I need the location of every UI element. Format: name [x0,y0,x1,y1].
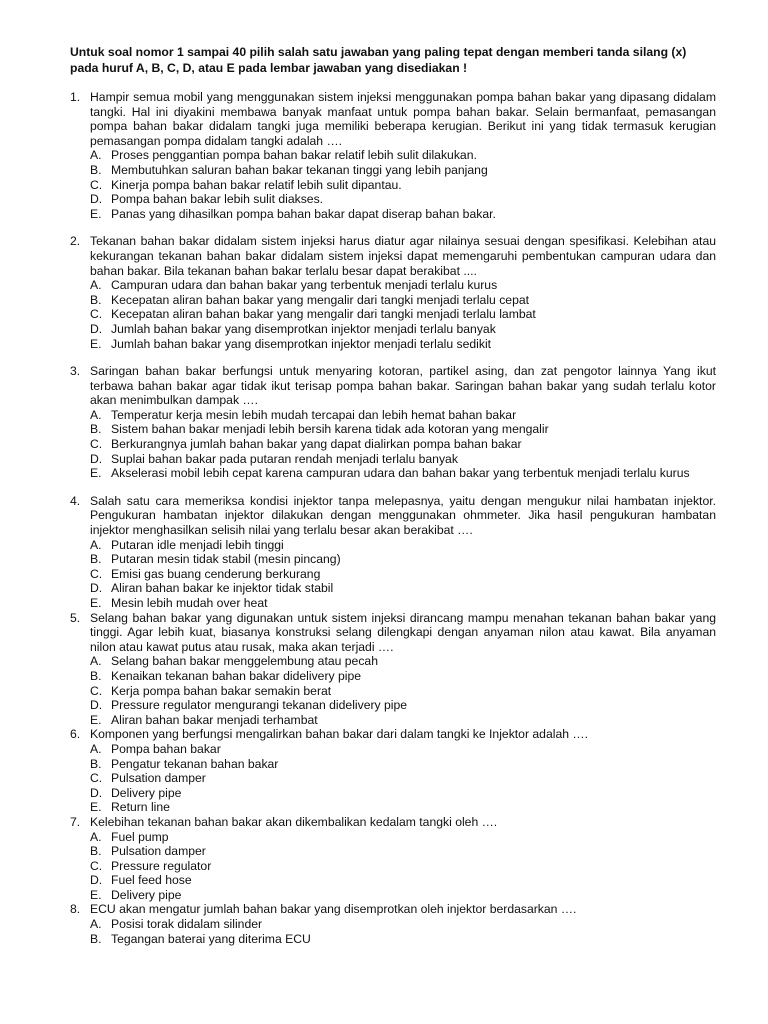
option-text: Posisi torak didalam silinder [111,917,263,932]
option-text: Temperatur kerja mesin lebih mudah tercapai dan lebih hemat bahan bakar [111,407,517,422]
option-text: Emisi gas buang cenderung berkurang [111,566,321,581]
answer-option [90,148,716,163]
answer-option [90,830,716,845]
answer-option [90,207,716,222]
answer-option [90,713,716,728]
option-text: Sistem bahan bakar menjadi lebih bersih karena tidak ada kotoran yang mengalir [111,422,549,437]
question-text: Selang bahan bakar yang digunakan untuk sistem injeksi dirancang mampu menahan tekanan bahan bakar yang tinggi. Agar lebih kuat, biasanya konstruksi selang dilengkapi dengan anyaman nilon atau kawat. Bila anyaman nilon atau kawat putus atau rusak, maka akan terjadi …. [90,610,716,654]
question-text: Salah satu cara memeriksa kondisi injektor tanpa melepasnya, yaitu dengan mengukur nilai hambatan injektor. Pengukuran hambatan injektor dilakukan dengan menggunakan ohmmeter. Jika hasil pengukuran hambatan injektor menghasilkan selisih nilai yang terlalu besar akan berakibat …. [90,493,716,538]
question-item [70,364,716,481]
option-text: Membutuhkan saluran bahan bakar tekanan tinggi yang lebih panjang [111,162,488,177]
option-text: Pressure regulator mengurangi tekanan didelivery pipe [111,698,408,713]
option-letter: E. [90,596,102,610]
question-item [70,234,716,351]
option-letter: D. [90,192,103,207]
question-text: Kelebihan tekanan bahan bakar akan dikembalikan kedalam tangki oleh …. [90,814,498,829]
option-letter: D. [90,451,103,466]
option-letter: A. [90,278,102,293]
option-text: Berkurangnya jumlah bahan bakar yang dapat dialirkan pompa bahan bakar [111,437,522,452]
option-letter: E. [90,712,102,727]
option-letter: A. [90,741,102,756]
answer-option [90,654,716,669]
option-text: Fuel pump [111,829,169,844]
option-letter: D. [90,785,103,800]
option-text: Kecepatan aliran bahan bakar yang mengalir dari tangki menjadi terlalu lambat [111,307,536,322]
answer-option [90,684,716,699]
answer-options [90,917,716,946]
question-list [70,90,716,946]
option-letter: C. [90,177,103,192]
option-text: Panas yang dihasilkan pompa bahan bakar dapat diserap bahan bakar. [111,206,496,221]
question-text: Saringan bahan bakar berfungsi untuk menyaring kotoran, partikel asing, dan zat pengotor lainnya Yang ikut terbawa bahan bakar agar tidak ikut terisap pompa bahan bakar. Saringan bahan bakar yang sudah terlalu kotor akan menimbulkan dampak …. [90,364,716,408]
option-text: Pressure regulator [111,858,212,873]
option-letter: C. [90,307,103,322]
answer-option [90,888,716,903]
answer-option [90,422,716,437]
option-letter: B. [90,552,102,567]
option-letter: B. [90,422,102,437]
answer-option [90,278,716,293]
option-letter: E. [90,887,102,902]
question-text: Hampir semua mobil yang menggunakan sistem injeksi menggunakan pompa bahan bakar yang dipasang didalam tangki. Hal ini diyakini membawa banyak manfaat untuk pompa bahan bakar. Selain bermanfaat, pemasangan pompa bahan bakar didalam tangki juga memiliki beberapa kerugian. Berikut ini yang tidak termasuk kerugian pemasangan pompa didalam tangki adalah …. [90,90,716,148]
option-letter: A. [90,537,102,552]
option-letter: B. [90,668,102,683]
question-item [70,611,716,728]
option-text: Mesin lebih mudah over heat [111,596,268,610]
question-text: Komponen yang berfungsi mengalirkan bahan bakar dari dalam tangki ke Injektor adalah …. [90,727,588,742]
answer-option [90,771,716,786]
answer-options [90,830,716,903]
answer-option [90,742,716,757]
question-text: Tekanan bahan bakar didalam sistem injeksi harus diatur agar nilainya sesuai dengan spesifikasi. Kelebihan atau kekurangan tekanan bahan bakar didalam sistem injeksi dapat memengaruhi pembentukan campuran udara dan bahan bakar. Bila tekanan bahan bakar terlalu besar dapat berakibat .... [90,234,716,278]
option-text: Proses penggantian pompa bahan bakar relatif lebih sulit dilakukan. [111,148,477,163]
option-text: Delivery pipe [111,887,182,902]
question-item [70,494,716,611]
option-letter: B. [90,292,102,307]
option-letter: E. [90,336,102,351]
exam-instruction: Untuk soal nomor 1 sampai 40 pilih salah satu jawaban yang paling tepat dengan memberi tanda silang (x) pada huruf A, B, C, D, atau E pada lembar jawaban yang disediakan ! [70,45,687,75]
question-number: 5. [70,610,81,625]
answer-option [90,466,716,481]
option-text: Pompa bahan bakar lebih sulit diakses. [111,192,324,207]
option-text: Pulsation damper [111,771,206,786]
answer-option [90,337,716,352]
question-text: ECU akan mengatur jumlah bahan bakar yang disemprotkan oleh injektor berdasarkan …. [90,902,577,917]
option-text: Aliran bahan bakar ke injektor tidak stabil [111,581,334,596]
option-text: Kenaikan tekanan bahan bakar didelivery pipe [111,668,362,683]
answer-option [90,932,716,947]
option-text: Kinerja pompa bahan bakar relatif lebih sulit dipantau. [111,177,402,192]
question-number: 3. [70,364,81,379]
option-letter: B. [90,162,102,177]
question-item [70,902,716,946]
option-letter: D. [90,698,103,713]
answer-option [90,873,716,888]
option-text: Jumlah bahan bakar yang disemprotkan injektor menjadi terlalu banyak [111,321,496,336]
question-number: 7. [70,814,81,829]
answer-option [90,192,716,207]
option-text: Jumlah bahan bakar yang disemprotkan injektor menjadi terlalu sedikit [111,336,492,351]
question-item [70,727,716,815]
option-letter: C. [90,771,103,786]
option-letter: B. [90,931,102,946]
option-letter: E. [90,800,102,815]
answer-options [90,408,716,481]
answer-option [90,844,716,859]
option-letter: E. [90,206,102,221]
answer-option [90,757,716,772]
answer-option [90,567,716,582]
option-text: Akselerasi mobil lebih cepat karena campuran udara dan bahan bakar yang terbentuk menjadi terlalu kurus [111,466,690,481]
option-text: Aliran bahan bakar menjadi terhambat [111,712,318,727]
option-letter: A. [90,148,102,163]
option-letter: D. [90,581,103,596]
option-letter: B. [90,844,102,859]
option-text: Tegangan baterai yang diterima ECU [111,931,311,946]
answer-option [90,408,716,423]
answer-option [90,698,716,713]
option-letter: D. [90,321,103,336]
option-text: Selang bahan bakar menggelembung atau pecah [111,654,378,669]
option-letter: C. [90,683,103,698]
option-text: Fuel feed hose [111,873,192,888]
option-letter: A. [90,829,102,844]
answer-option [90,293,716,308]
question-number: 6. [70,727,81,742]
option-letter: B. [90,756,102,771]
answer-option [90,552,716,567]
answer-option [90,437,716,452]
answer-option [90,538,716,553]
answer-option [90,669,716,684]
option-text: Pulsation damper [111,844,206,859]
question-number: 8. [70,902,81,917]
answer-options [90,742,716,815]
answer-option [90,307,716,322]
question-item [70,90,716,221]
question-number: 1. [70,90,81,104]
option-letter: D. [90,873,103,888]
answer-option [90,178,716,193]
option-text: Suplai bahan bakar pada putaran rendah menjadi terlalu banyak [111,451,458,466]
answer-option [90,581,716,596]
option-letter: E. [90,466,102,481]
option-letter: A. [90,654,102,669]
answer-options [90,654,716,727]
question-number: 4. [70,493,81,508]
option-text: Return line [111,800,170,815]
option-text: Putaran mesin tidak stabil (mesin pincang) [111,552,341,567]
answer-option [90,322,716,337]
answer-options [90,538,716,611]
option-text: Delivery pipe [111,785,182,800]
option-text: Campuran udara dan bahan bakar yang terbentuk menjadi terlalu kurus [111,278,498,293]
option-letter: C. [90,566,103,581]
answer-option [90,452,716,467]
option-text: Pengatur tekanan bahan bakar [111,756,279,771]
answer-option [90,859,716,874]
option-text: Putaran idle menjadi lebih tinggi [111,537,284,552]
option-text: Kerja pompa bahan bakar semakin berat [111,683,332,698]
option-text: Kecepatan aliran bahan bakar yang mengalir dari tangki menjadi terlalu cepat [111,292,530,307]
option-text: Pompa bahan bakar [111,741,221,756]
question-number: 2. [70,234,81,249]
answer-option [90,163,716,178]
answer-options [90,278,716,351]
question-item [70,815,716,903]
answer-option [90,800,716,815]
answer-option [90,917,716,932]
option-letter: A. [90,917,102,932]
answer-options [90,148,716,221]
option-letter: A. [90,407,102,422]
answer-option [90,596,716,611]
option-letter: C. [90,437,103,452]
option-letter: C. [90,858,103,873]
answer-option [90,786,716,801]
